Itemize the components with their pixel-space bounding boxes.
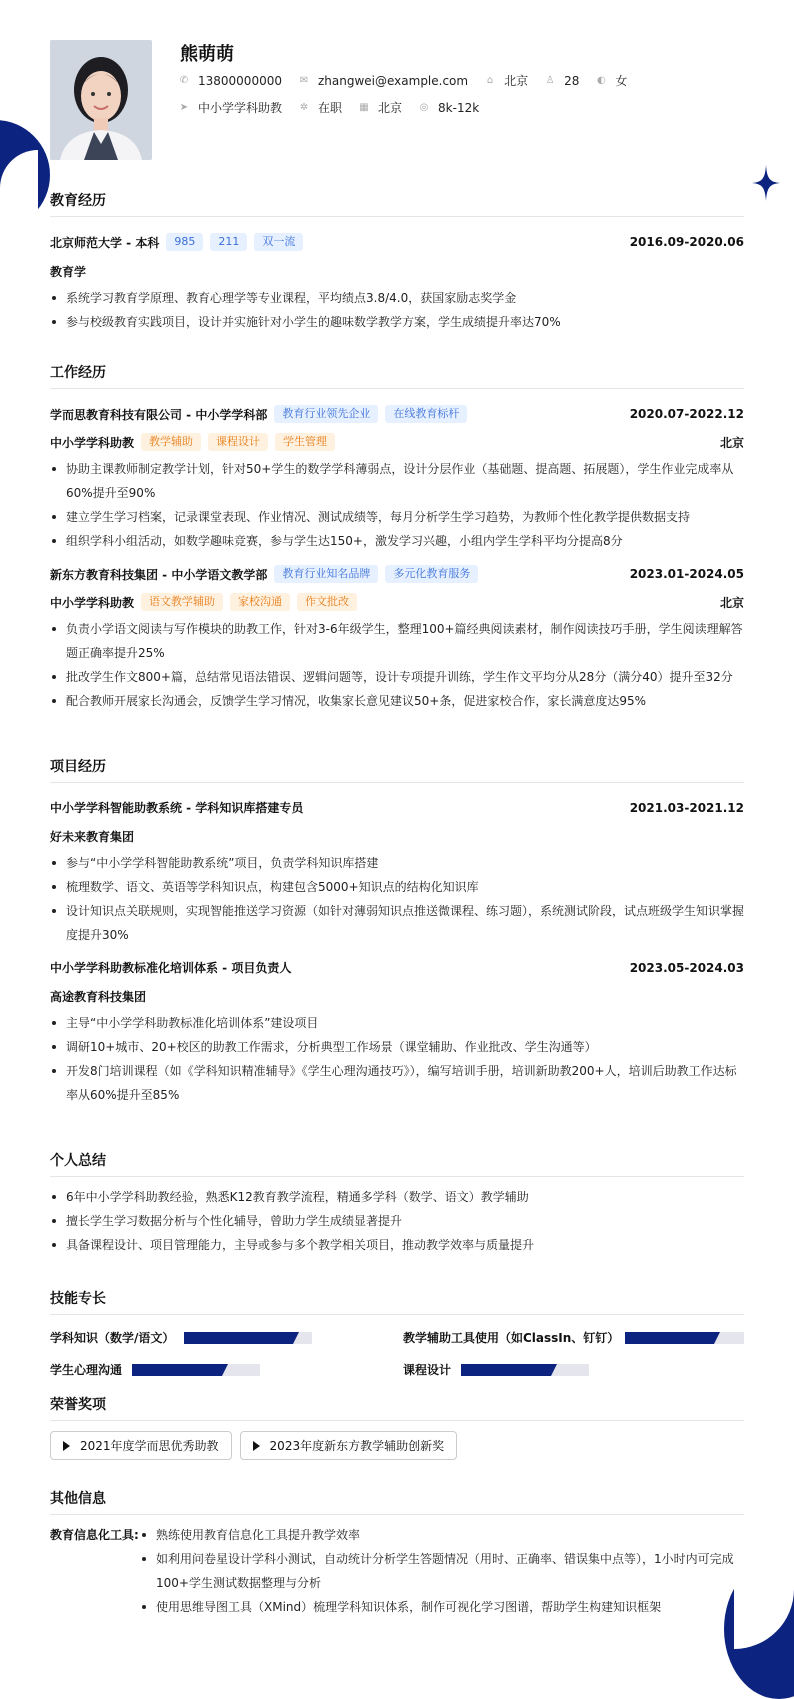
award-item xyxy=(240,1431,458,1460)
play-icon xyxy=(63,1441,70,1451)
skill-item xyxy=(50,1329,312,1346)
job-location: 北京 xyxy=(719,435,744,450)
company-tag: 多元化教育服务 xyxy=(385,565,478,583)
city: 北京 xyxy=(504,74,529,88)
project-date: 2021.03-2021.12 xyxy=(629,800,744,815)
skill-name: 课程设计 xyxy=(403,1363,452,1377)
list-item: 参与“中小学学科智能助教系统”项目，负责学科知识库搭建 xyxy=(50,851,744,875)
target-position: 中小学学科助教 xyxy=(198,101,283,115)
list-item: 配合教师开展家长沟通会，反馈学生学习情况，收集家长意见建议50+条，促进家校合作，家长满意度达95% xyxy=(50,689,744,713)
phone-number: 13800000000 xyxy=(198,73,282,88)
skill-name: 学科知识（数学/语文） xyxy=(50,1331,175,1345)
award-label: 2023年度新东方教学辅助创新奖 xyxy=(269,1439,445,1453)
project-org: 高途教育科技集团 xyxy=(50,990,147,1004)
list-item: 批改学生作文800+篇，总结常见语法错误、逻辑问题等，设计专项提升训练，学生作文平均分从28分（满分40）提升至32分 xyxy=(50,665,744,689)
job-intent-row xyxy=(178,99,495,116)
job-role: 中小学学科助教 xyxy=(50,435,135,450)
skill-bar-fill xyxy=(132,1364,222,1376)
list-item: 使用思维导图工具（XMind）梳理学科知识体系，制作可视化学习图谱，帮助学生构建知识框架 xyxy=(140,1595,744,1619)
status-icon: ✲ xyxy=(299,101,309,113)
company-tag: 教育行业知名品牌 xyxy=(274,565,378,583)
sparkle-star-icon xyxy=(752,165,780,201)
skill-item xyxy=(50,1361,260,1378)
skill-bar xyxy=(184,1332,312,1344)
education-section xyxy=(50,190,744,334)
edu-tag: 双一流 xyxy=(254,233,303,251)
section-title-other: 其他信息 xyxy=(50,1488,744,1515)
edu-tag: 985 xyxy=(166,233,203,251)
phone-icon: ✆ xyxy=(179,74,189,86)
building-icon: ▦ xyxy=(359,101,369,113)
job-role: 中小学学科助教 xyxy=(50,595,135,610)
award-item xyxy=(50,1431,232,1460)
company-tag: 教育行业领先企业 xyxy=(274,405,378,423)
list-item: 调研10+城市、20+校区的助教工作需求，分析典型工作场景（课堂辅助、作业批改、学生沟通等） xyxy=(50,1035,744,1059)
company-name: 新东方教育科技集团 - 中小学语文教学部 xyxy=(50,567,268,582)
company-name: 学而思教育科技有限公司 - 中小学学科部 xyxy=(50,407,268,422)
summary-section xyxy=(50,1150,744,1257)
section-title-summary: 个人总结 xyxy=(50,1150,744,1177)
project-name: 中小学学科助教标准化培训体系 - 项目负责人 xyxy=(50,961,292,975)
expected-salary: 8k-12k xyxy=(438,100,480,115)
skill-bar-fill xyxy=(461,1364,551,1376)
age: 28 xyxy=(564,73,580,88)
profile-photo xyxy=(50,40,152,160)
skill-bar-fill xyxy=(184,1332,293,1344)
salary-icon: ◎ xyxy=(419,101,429,113)
list-item: 开发8门培训课程（如《学科知识精准辅导》《学生心理沟通技巧》），编写培训手册，培训新助教200+人，培训后助教工作达标率从60%提升至85% xyxy=(50,1059,744,1107)
play-icon xyxy=(253,1441,260,1451)
list-item: 建立学生学习档案，记录课堂表现、作业情况、测试成绩等，每月分析学生学习趋势，为教师个性化教学提供数据支持 xyxy=(50,505,744,529)
section-title-honors: 荣誉奖项 xyxy=(50,1394,744,1421)
skill-bar xyxy=(625,1332,744,1344)
email-address: zhangwei@example.com xyxy=(317,73,469,88)
skill-name: 教学辅助工具使用（如ClassIn、钉钉） xyxy=(403,1331,620,1345)
role-tag: 教学辅助 xyxy=(141,433,201,451)
skill-item xyxy=(403,1329,744,1346)
school-name: 北京师范大学 - 本科 xyxy=(50,235,160,250)
list-item: 熟练使用教育信息化工具提升教学效率 xyxy=(140,1523,744,1547)
company-tag: 在线教育标杆 xyxy=(385,405,467,423)
award-label: 2021年度学而思优秀助教 xyxy=(80,1439,219,1453)
project-date: 2023.05-2024.03 xyxy=(629,960,744,975)
skills-section xyxy=(50,1288,744,1385)
other-section xyxy=(50,1488,744,1619)
candidate-name: 熊萌萌 xyxy=(180,44,234,65)
gender-icon: ◐ xyxy=(597,74,606,86)
job-status: 在职 xyxy=(318,101,343,115)
edu-date: 2016.09-2020.06 xyxy=(629,235,744,249)
section-title-skills: 技能专长 xyxy=(50,1288,744,1315)
skill-item xyxy=(403,1361,589,1378)
list-item: 系统学习教育学原理、教育心理学等专业课程，平均绩点3.8/4.0，获国家励志奖学金 xyxy=(50,286,744,310)
list-item: 参与校级教育实践项目，设计并实施针对小学生的趣味数学教学方案，学生成绩提升率达70% xyxy=(50,310,744,334)
job-date: 2020.07-2022.12 xyxy=(629,407,744,421)
age-icon: ♙ xyxy=(545,74,555,86)
skill-bar xyxy=(461,1364,589,1376)
list-item: 组织学科小组活动，如数学趣味竞赛，参与学生达150+，激发学习兴趣，小组内学生学科平均分提高8分 xyxy=(50,529,744,553)
list-item: 协助主课教师制定教学计划，针对50+学生的数学学科薄弱点，设计分层作业（基础题、提高题、拓展题），学生作业完成率从60%提升至90% xyxy=(50,457,744,505)
list-item: 主导“中小学学科助教标准化培训体系”建设项目 xyxy=(50,1011,744,1035)
job-date: 2023.01-2024.05 xyxy=(629,567,744,581)
list-item: 设计知识点关联规则，实现智能推送学习资源（如针对薄弱知识点推送微课程、练习题），系统测试阶段，试点班级学生知识掌握度提升30% xyxy=(50,899,744,947)
role-tag: 家校沟通 xyxy=(230,593,290,611)
projects-section xyxy=(50,756,744,1107)
role-tag: 课程设计 xyxy=(208,433,268,451)
section-title-education: 教育经历 xyxy=(50,190,744,217)
project-org: 好未来教育集团 xyxy=(50,830,135,844)
location-icon: ⌂ xyxy=(486,74,494,86)
role-tag: 学生管理 xyxy=(275,433,335,451)
list-item: 6年中小学学科助教经验，熟悉K12教育教学流程，精通多学科（数学、语文）教学辅助 xyxy=(50,1185,744,1209)
honors-section xyxy=(50,1394,744,1460)
list-item: 如利用问卷星设计学科小测试，自动统计分析学生答题情况（用时、正确率、错误集中点等），1小时内可完成100+学生测试数据整理与分析 xyxy=(140,1547,744,1595)
section-title-projects: 项目经历 xyxy=(50,756,744,783)
skill-name: 学生心理沟通 xyxy=(50,1363,123,1377)
skill-bar-fill xyxy=(625,1332,715,1344)
section-title-work: 工作经历 xyxy=(50,362,744,389)
work-section xyxy=(50,362,744,713)
skill-bar xyxy=(132,1364,260,1376)
list-item: 负责小学语文阅读与写作模块的助教工作，针对3-6年级学生，整理100+篇经典阅读素材，制作阅读技巧手册，学生阅读理解答题正确率提升25% xyxy=(50,617,744,665)
contact-row xyxy=(178,72,643,89)
list-item: 具备课程设计、项目管理能力，主导或参与多个教学相关项目，推动教学效率与质量提升 xyxy=(50,1233,744,1257)
gender: 女 xyxy=(615,74,628,88)
list-item: 梳理数学、语文、英语等学科知识点，构建包含5000+知识点的结构化知识库 xyxy=(50,875,744,899)
list-item: 擅长学生学习数据分析与个性化辅导，曾助力学生成绩显著提升 xyxy=(50,1209,744,1233)
email-icon: ✉ xyxy=(299,74,309,86)
target-city: 北京 xyxy=(378,101,403,115)
send-icon: ➤ xyxy=(179,101,189,113)
role-tag: 语文教学辅助 xyxy=(141,593,223,611)
other-label: 教育信息化工具: xyxy=(50,1528,139,1542)
job-location: 北京 xyxy=(719,595,744,610)
edu-tag: 211 xyxy=(210,233,247,251)
project-name: 中小学学科智能助教系统 - 学科知识库搭建专员 xyxy=(50,801,304,815)
major: 教育学 xyxy=(50,265,87,279)
role-tag: 作文批改 xyxy=(297,593,357,611)
